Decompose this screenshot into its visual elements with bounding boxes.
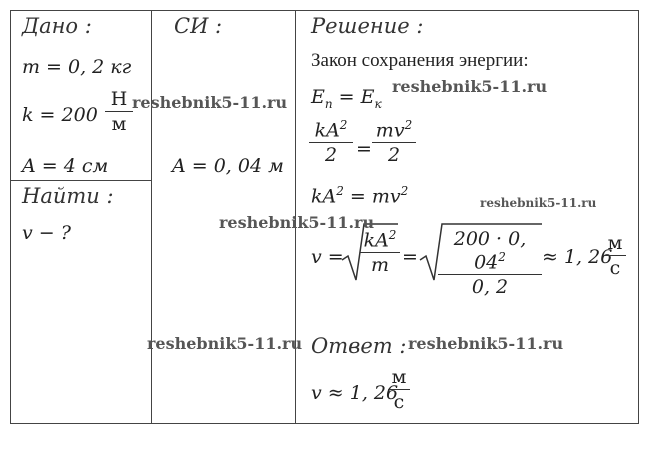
unit-denominator: с	[393, 391, 405, 413]
fraction-bar	[105, 111, 133, 112]
k-unit-denominator: м	[111, 113, 127, 135]
unit-numerator: м	[391, 366, 407, 388]
fraction-potential	[309, 118, 353, 166]
given-k-unit	[105, 88, 133, 135]
fraction-bar	[309, 142, 353, 143]
watermark: reshebnik5-11.ru	[408, 334, 564, 353]
root-fraction-numeric	[438, 228, 542, 298]
find-unknown: v − ?	[22, 222, 71, 244]
watermark: reshebnik5-11.ru	[132, 93, 288, 112]
fraction-bar	[438, 274, 542, 275]
answer-value: v ≈ 1, 26	[311, 382, 399, 404]
si-amplitude: A = 0, 04 м	[172, 155, 284, 177]
k-unit-numerator: Н	[110, 88, 128, 110]
velocity-result: ≈ 1, 26	[542, 246, 613, 268]
conservation-law: Закон сохранения энергии:	[311, 50, 529, 71]
velocity-label: v =	[311, 246, 344, 268]
velocity-unit	[604, 232, 626, 279]
watermark: reshebnik5-11.ru	[392, 77, 548, 96]
given-mass: m = 0, 2 кг	[22, 56, 132, 78]
unit-numerator: м	[607, 232, 623, 254]
answer-unit	[388, 366, 410, 413]
fraction-bar	[388, 389, 410, 390]
given-find-divider	[11, 180, 152, 181]
fraction-numerator: $kA^2$	[314, 118, 348, 142]
energy-equation: $E_п = E_к$	[311, 86, 382, 111]
fraction-denominator: 2	[387, 144, 401, 167]
fraction-kinetic	[372, 118, 416, 166]
answer-label: Ответ :	[311, 334, 407, 358]
given-k: k = 200	[22, 104, 98, 126]
fraction-denominator: m	[370, 254, 390, 277]
fraction-denominator: 0, 2	[471, 276, 509, 299]
fraction-numerator: $mv^2$	[375, 118, 413, 142]
solution-header: Решение :	[311, 14, 424, 38]
fraction-numerator: 200 · 0, $04^2$	[453, 228, 527, 274]
root-fraction-symbolic	[360, 228, 400, 276]
given-amplitude: A = 4 см	[22, 155, 109, 177]
si-header: СИ :	[174, 14, 223, 38]
given-header: Дано :	[22, 14, 92, 38]
fraction-bar	[604, 255, 626, 256]
unit-denominator: с	[609, 257, 621, 279]
find-header: Найти :	[22, 184, 114, 208]
potential-subscript: п	[324, 96, 333, 111]
watermark: reshebnik5-11.ru	[480, 196, 597, 210]
fraction-denominator: 2	[324, 144, 338, 167]
fraction-bar	[360, 252, 400, 253]
kinetic-subscript: к	[374, 96, 382, 111]
simplified-equation: $kA^2 = mv^2$	[311, 184, 409, 208]
fraction-bar	[372, 142, 416, 143]
equals-sign: =	[356, 138, 372, 160]
watermark: reshebnik5-11.ru	[147, 334, 303, 353]
equals-sign: =	[402, 246, 418, 268]
fraction-numerator: $kA^2$	[363, 228, 397, 252]
column-divider-given-si	[151, 11, 152, 423]
watermark: reshebnik5-11.ru	[219, 213, 375, 232]
